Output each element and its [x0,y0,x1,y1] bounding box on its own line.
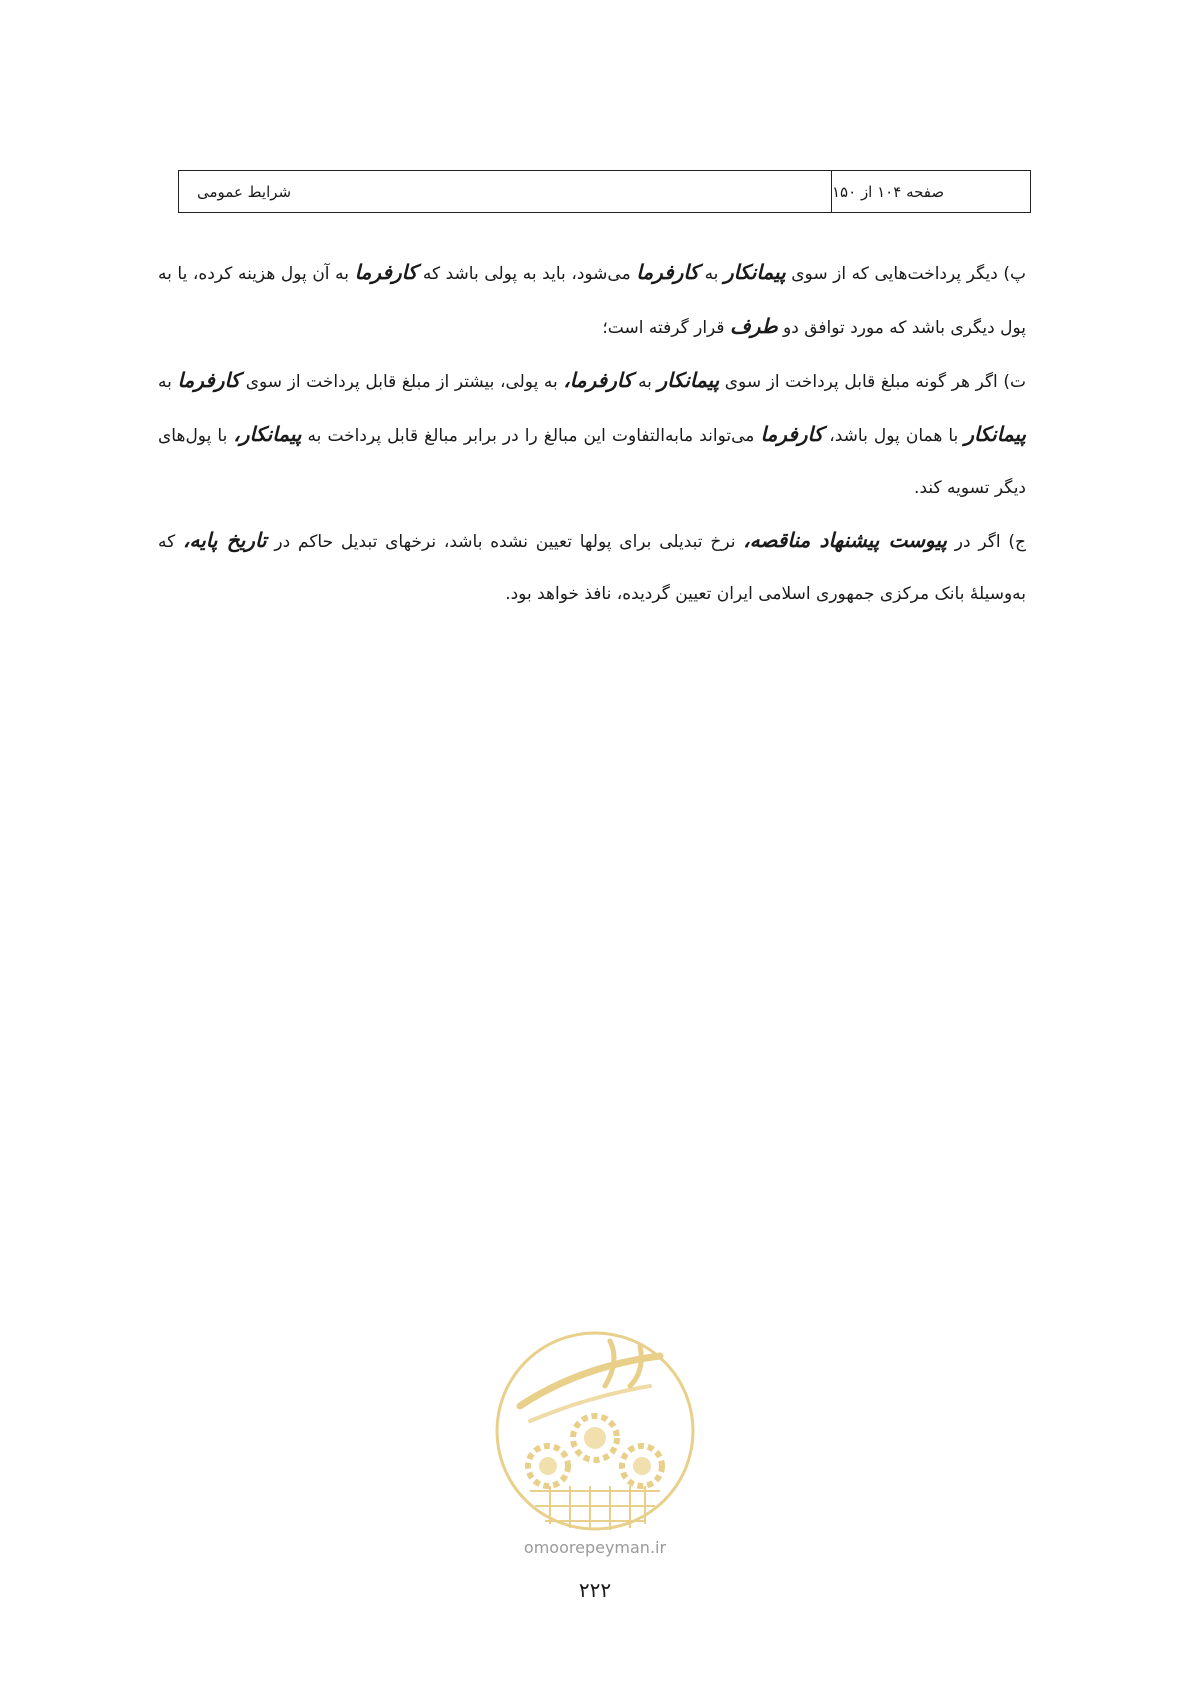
term-employer: کارفرما [354,260,418,284]
header-page-label: صفحه ۱۰۴ از ۱۵۰ [832,182,945,201]
text-run: می‌تواند مابه‌التفاوت این مبالغ را در برابر مبالغ قابل پرداخت به [301,426,761,446]
term-employer: کارفرما [636,260,699,284]
text-run: ت) اگر هر گونه مبلغ قابل پرداخت از سوی [719,372,1027,392]
text-run: به [158,372,178,392]
text-run: به [632,372,658,392]
term-employer: کارفرما، [563,368,633,392]
term-employer: کارفرما [177,368,241,392]
header-section-title: شرایط عمومی [197,182,292,201]
term-contractor: پیمانکار [724,260,786,284]
text-run: پ) دیگر پرداخت‌هایی که از سوی [785,264,1027,284]
website-label: omoorepeyman.ir [523,1538,667,1557]
text-run: ج) اگر در [946,532,1026,552]
term-employer: کارفرما [760,422,824,446]
text-run: که به‌وسیلهٔ بانک مرکزی جمهوری اسلامی ایران تعیین گردیده، نافذ خواهد بود. [158,532,1026,604]
text-run: می‌شود، باید به پولی باشد که [417,264,637,284]
page-number: ۲۲۲ [578,1578,612,1602]
term-party: طرف [729,314,778,338]
paragraph-te [158,354,1026,514]
term-contractor: پیمانکار، [233,422,302,446]
text-run: با پول‌های دیگر تسویه کند. [158,426,1026,498]
text-run: با همان پول باشد، [823,426,965,446]
text-run: نرخ تبدیلی برای پولها تعیین نشده باشد، نرخهای تبدیل حاکم در [266,532,744,552]
term-contractor: پیمانکار [657,368,720,392]
text-run: قرار گرفته است؛ [602,318,730,338]
term-tender-appendix: پیوست پیشنهاد مناقصه، [743,528,947,552]
paragraph-jim [158,514,1026,620]
header-page-cell [831,171,1030,212]
watermark-logo [490,1326,700,1536]
header-section-cell [179,171,831,212]
text-run: به آن پول هزینه کرده، یا به پول دیگری باشد که مورد توافق دو [158,264,1026,338]
text-run: به [698,264,725,284]
text-run: به پولی، بیشتر از مبلغ قابل پرداخت از سوی [240,372,564,392]
paragraph-pe [158,246,1026,354]
term-base-date: تاریخ پایه، [183,528,267,552]
document-body [158,246,1026,620]
logo-emblem-icon [490,1326,700,1536]
term-contractor: پیمانکار [964,422,1026,446]
page-header [178,170,1031,213]
